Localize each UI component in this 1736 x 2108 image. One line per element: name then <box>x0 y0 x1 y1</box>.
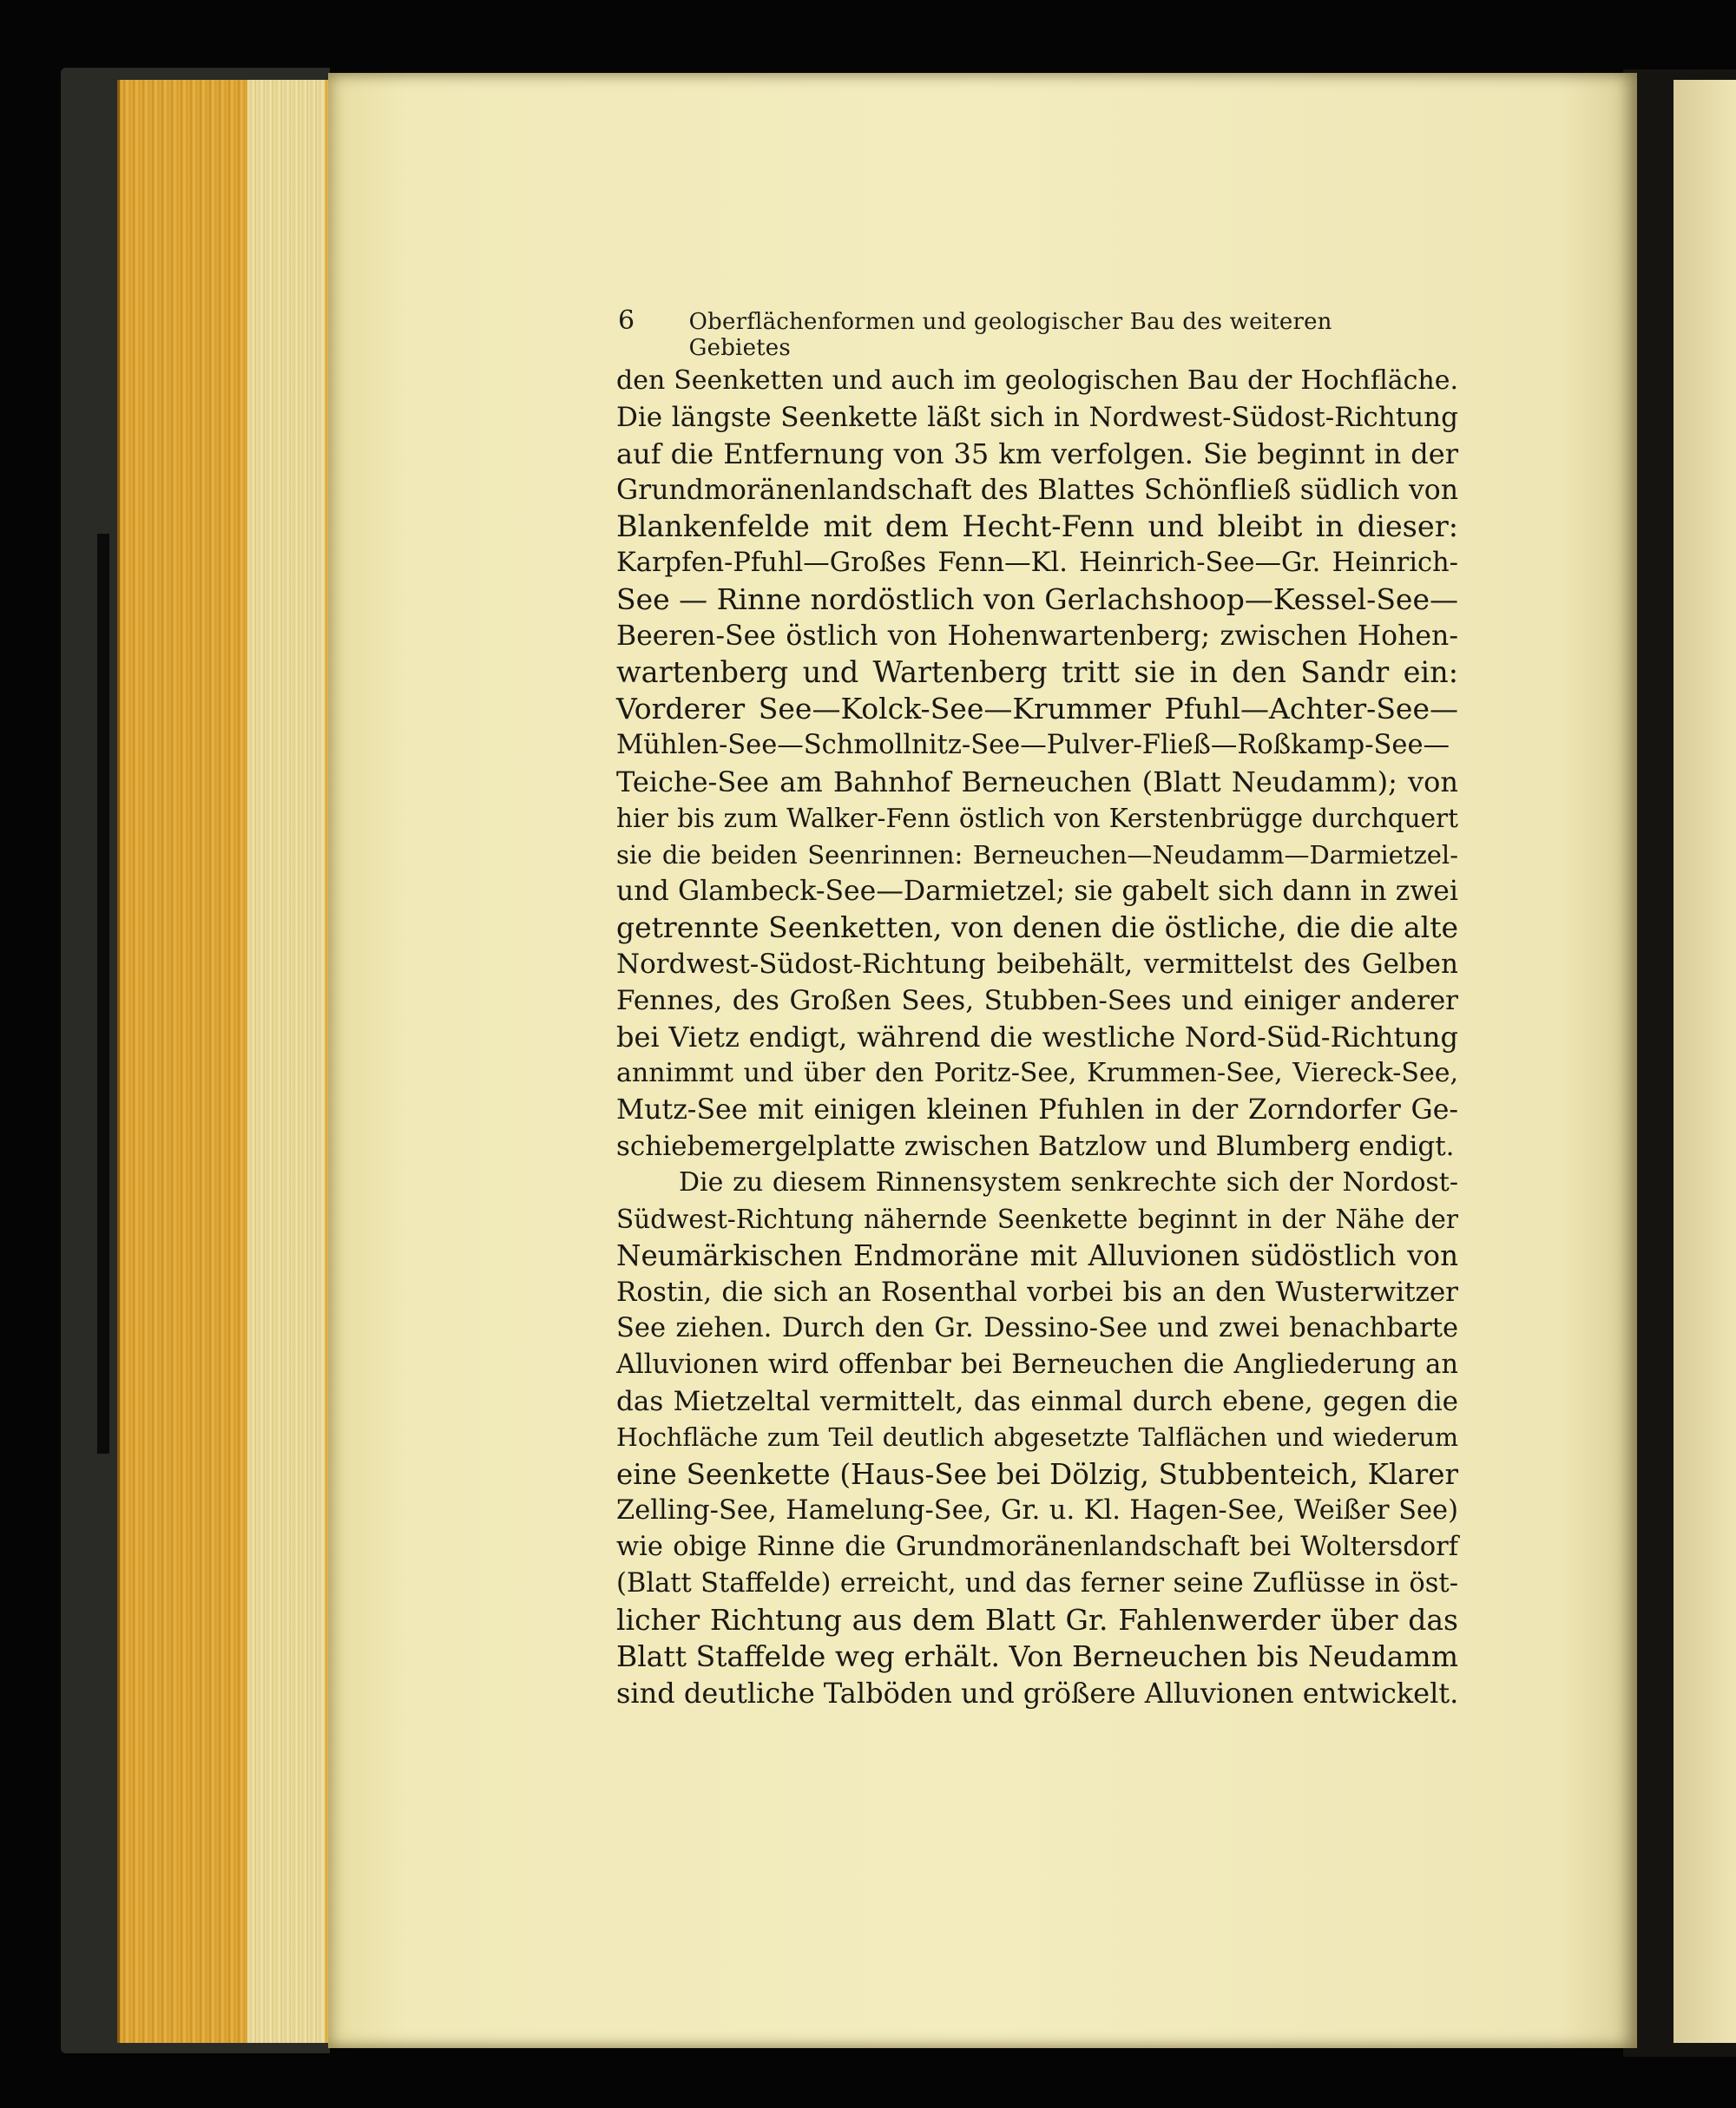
text-line: den Seenketten und auch im geologischen Bau der Hochfläche. <box>616 365 1458 396</box>
text-line: Nordwest-Südost-Richtung beibehält, vermittelst des Gelben <box>616 949 1458 980</box>
text-line: Mühlen-See—Schmollnitz-See—Pulver-Fließ—Roßkamp-See— <box>616 730 1450 760</box>
text-line: Neumärkischen Endmoräne mit Alluvionen südöstlich von <box>616 1239 1458 1272</box>
text-line: Die zu diesem Rinnensystem senkrechte sich der Nordost- <box>679 1167 1458 1198</box>
page-number: 6 <box>618 305 635 336</box>
text-line: hier bis zum Walker-Fenn östlich von Kerstenbrügge durchquert <box>616 804 1458 833</box>
text-line: Teiche-See am Bahnhof Berneuchen (Blatt Neudamm); von <box>616 765 1458 798</box>
text-line: das Mietzeltal vermittelt, das einmal durch ebene, gegen die <box>616 1386 1458 1417</box>
text-line: auf die Entfernung von 35 km verfolgen. Sie beginnt in der <box>616 437 1458 470</box>
text-line: getrennte Seenketten, von denen die östliche, die die alte <box>616 910 1458 944</box>
text-line: schiebemergelplatte zwischen Batzlow und Blumberg endigt. <box>616 1131 1455 1162</box>
text-line: Grundmoränenlandschaft des Blattes Schönfließ südlich von <box>616 475 1458 506</box>
text-line: annimmt und über den Poritz-See, Krummen-See, Viereck-See, <box>616 1058 1458 1088</box>
text-line: See ziehen. Durch den Gr. Dessino-See und zwei benachbarte <box>616 1313 1458 1343</box>
text-line: Alluvionen wird offenbar bei Berneuchen die Angliederung an <box>616 1350 1458 1380</box>
text-line: (Blatt Staffelde) erreicht, und das ferner seine Zuflüsse in öst- <box>616 1568 1458 1599</box>
text-line: See — Rinne nordöstlich von Gerlachshoop—Kessel-See— <box>616 582 1458 616</box>
text-line: Karpfen-Pfuhl—Großes Fenn—Kl. Heinrich-See—Gr. Heinrich- <box>616 548 1458 578</box>
spine-shadow <box>97 534 109 1454</box>
text-line: Hochfläche zum Teil deutlich abgesetzte Talflächen und wiederum <box>616 1423 1458 1452</box>
text-line: Beeren-See östlich von Hohenwartenberg; zwischen Hohen- <box>616 621 1458 652</box>
text-line: sie die beiden Seenrinnen: Berneuchen—Neudamm—Darmietzel- <box>616 840 1458 870</box>
text-line: wartenberg und Wartenberg tritt sie in den Sandr ein: <box>616 655 1458 689</box>
text-line: Zelling-See, Hamelung-See, Gr. u. Kl. Hagen-See, Weißer See) <box>616 1495 1458 1526</box>
text-line: Vorderer See—Kolck-See—Krummer Pfuhl—Achter-See— <box>616 692 1458 726</box>
text-line: Mutz-See mit einigen kleinen Pfuhlen in der Zorndorfer Ge- <box>616 1094 1458 1126</box>
text-line: licher Richtung aus dem Blatt Gr. Fahlenwerder über das <box>616 1603 1458 1637</box>
page-stack-inner-edges <box>247 80 326 2043</box>
text-line: Blatt Staffelde weg erhält. Von Berneuchen bis Neudamm <box>616 1639 1458 1673</box>
text-line: und Glambeck-See—Darmietzel; sie gabelt sich dann in zwei <box>616 876 1458 907</box>
paragraph-2 <box>616 1165 1458 1711</box>
text-line: sind deutliche Talböden und größere Alluvionen entwickelt. <box>616 1677 1459 1710</box>
running-head: Oberflächenformen und geologischer Bau des weiteren Gebietes <box>688 309 1332 361</box>
paragraph-1 <box>616 363 1458 1165</box>
text-line: Blankenfelde mit dem Hecht-Fenn und bleibt in dieser: <box>616 509 1458 543</box>
text-line: Die längste Seenkette läßt sich in Nordwest-Südost-Richtung <box>616 402 1458 433</box>
text-line: wie obige Rinne die Grundmoränenlandschaft bei Woltersdorf <box>616 1532 1458 1562</box>
text-line: Fennes, des Großen Sees, Stubben-Sees und einiger anderer <box>616 985 1458 1016</box>
page-header <box>618 305 1371 361</box>
text-line: Rostin, die sich an Rosenthal vorbei bis an den Wusterwitzer <box>616 1277 1458 1308</box>
facing-page-edge <box>1674 80 1736 2043</box>
text-line: bei Vietz endigt, während die westliche Nord-Süd-Richtung <box>616 1021 1458 1054</box>
text-line: Südwest-Richtung nähernde Seenkette beginnt in der Nähe der <box>616 1205 1458 1234</box>
text-line: eine Seenkette (Haus-See bei Dölzig, Stubbenteich, Klarer <box>616 1458 1458 1491</box>
body-text <box>616 363 1458 1711</box>
